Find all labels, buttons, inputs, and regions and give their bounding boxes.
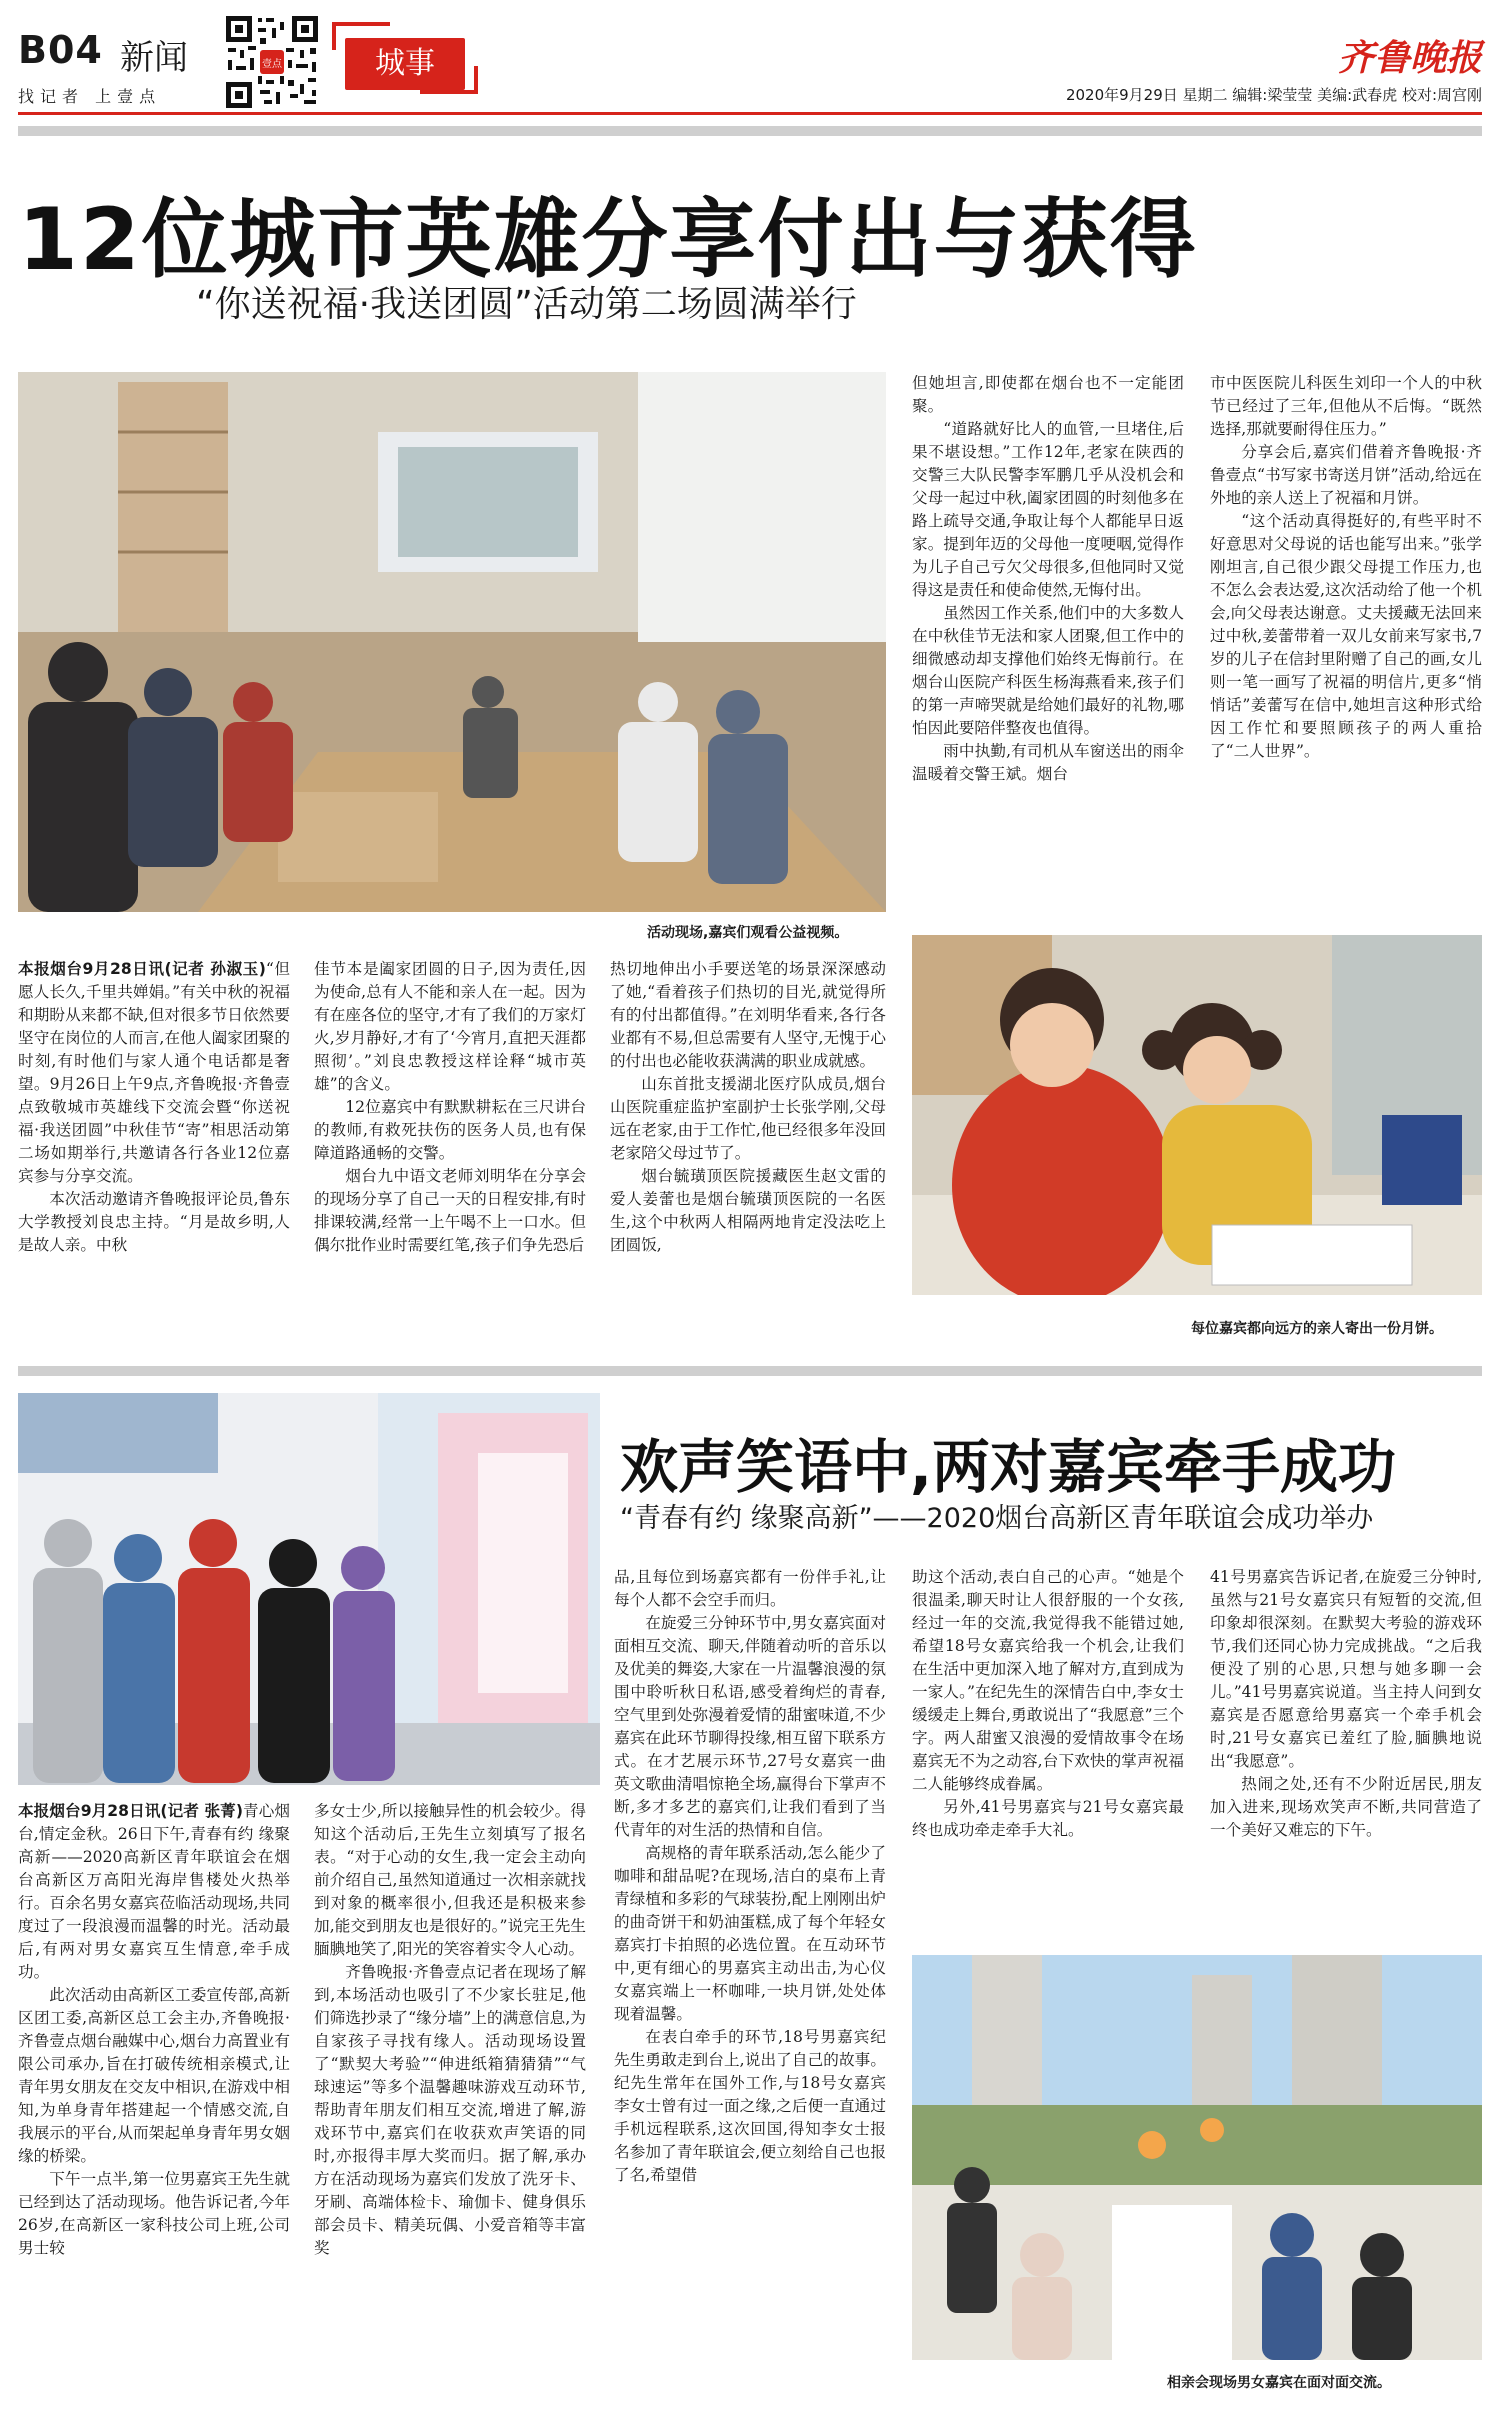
story1-paragraph: 12位嘉宾中有默默耕耘在三尺讲台的教师,有救死扶伤的医务人员,也有保障道路通畅的交警。 — [314, 1098, 586, 1162]
qr-logo-label: 壹点 — [262, 59, 282, 70]
story1-photo2-caption: 每位嘉宾都向远方的亲人寄出一份月饼。 — [1191, 1321, 1443, 1337]
column-label: 城事 — [345, 38, 465, 90]
story2-photo-outdoor — [912, 1955, 1482, 2360]
story2-photo-caption: 相亲会现场男女嘉宾在面对面交流。 — [1167, 2375, 1391, 2391]
newspaper-logo: 齐鲁晚报 — [1337, 37, 1482, 79]
story1-photo-caption: 活动现场,嘉宾们观看公益视频。 — [647, 925, 849, 941]
section-name: 新闻 — [120, 38, 188, 78]
story2-subheadline: “青春有约 缘聚高新”——2020烟台高新区青年联谊会成功举办 — [620, 1503, 1374, 1534]
story2-paragraph: 品,且每位到场嘉宾都有一份伴手礼,让每个人都不会空手而归。 — [614, 1568, 886, 1609]
story1-paragraph: 烟台毓璜顶医院援藏医生赵文雷的爱人姜蕾也是烟台毓璜顶医院的一名医生,这个中秋两人相隔两地肯定没法吃上团圆饭, — [610, 1167, 886, 1254]
story1-column-3 — [610, 958, 886, 1358]
story1-column-1 — [18, 958, 290, 1358]
story2-column-1 — [18, 1800, 290, 2400]
story1-column-5 — [1210, 372, 1482, 922]
story2-headline: 欢声笑语中,两对嘉宾牵手成功 — [620, 1433, 1397, 1501]
story2-paragraph: 41号男嘉宾告诉记者,在旋爱三分钟时,虽然与21号女嘉宾只有短暂的交流,但印象却很深刻。在默契大考验的游戏环节,我们还同心协力完成挑战。“之后我便没了别的心思,只想与她多聊一会儿。”41号男嘉宾说道。当主持人问到女嘉宾是否愿意给男嘉宾一个牵手机会时,21号女嘉宾已羞红了脸,腼腆地说出“我愿意”。 — [1210, 1568, 1482, 1770]
story2-paragraph: 高规格的青年联系活动,怎么能少了咖啡和甜品呢?在现场,洁白的桌布上青青绿植和多彩的气球装扮,配上刚刚出炉的曲奇饼干和奶油蛋糕,成了每个年轻女嘉宾打卡拍照的必选位置。在互动环节中,更有细心的男嘉宾主动出击,为心仪女嘉宾端上一杯咖啡,一块月饼,处处体现着温馨。 — [614, 1844, 886, 2023]
story2-paragraph: 多女士少,所以接触异性的机会较少。得知这个活动后,王先生立刻填写了报名表。“对于心动的女生,我一定会主动向前介绍自己,虽然知道通过一次相亲就找到对象的概率很小,但我还是积极来参加,能交到朋友也是很好的。”说完王先生腼腆地笑了,阳光的笑容着实令人心动。 — [314, 1802, 586, 1958]
story2-column-2 — [314, 1800, 586, 2400]
story1-paragraph: 雨中执勤,有司机从车窗送出的雨伞温暖着交警王斌。烟台 — [912, 742, 1184, 783]
story2-paragraph: 此次活动由高新区工委宣传部,高新区团工委,高新区总工会主办,齐鲁晚报·齐鲁壹点烟台融媒中心,烟台力高置业有限公司承办,旨在打破传统相亲模式,让青年男女朋友在交友中相识,在游戏中相知,为单身青年搭建起一个情感交流,自我展示的平台,从而架起单身青年男女姻缘的桥梁。 — [18, 1986, 290, 2165]
story2-lead-text: 青心烟台,情定金秋。26日下午,青春有约 缘聚高新——2020高新区青年联谊会在烟台高新区万高阳光海岸售楼处火热举行。百余名男女嘉宾莅临活动现场,共同度过了一段浪漫而温馨的时光。活动最后,有两对男女嘉宾互生情意,牵手成功。 — [18, 1802, 290, 1981]
dateline: 2020年9月29日 星期二 编辑:梁莹莹 美编:武春虎 校对:周宫刚 — [1065, 86, 1482, 104]
story1-paragraph: 烟台九中语文老师刘明华在分享会的现场分享了自己一天的日程安排,有时排课较满,经常一上午喝不上一口水。但偶尔批作业时需要红笔,孩子们争先恐后 — [314, 1167, 586, 1254]
qr-code-icon[interactable] — [224, 14, 320, 110]
story2-paragraph: 另外,41号男嘉宾与21号女嘉宾最终也成功牵走牵手大礼。 — [912, 1798, 1184, 1839]
story1-paragraph: 佳节本是阖家团圆的日子,因为责任,因为使命,总有人不能和亲人在一起。因为有在座各位的坚守,才有了我们的万家灯火,岁月静好,才有了‘今宵月,直把天涯都照彻’。”刘良忠教授这样诠释“城市英雄”的含义。 — [314, 960, 586, 1093]
header-band — [18, 126, 1482, 136]
story1-paragraph: 分享会后,嘉宾们借着齐鲁晚报·齐鲁壹点“书写家书寄送月饼”活动,给远在外地的亲人送上了祝福和月饼。 — [1210, 443, 1482, 507]
story2-paragraph: 助这个活动,表白自己的心声。“她是个很温柔,聊天时让人很舒服的一个女孩,经过一年的交流,我觉得我不能错过她,希望18号女嘉宾给我一个机会,让我们在生活中更加深入地了解对方,直到成为一家人。”在纪先生的深情告白中,李女士缓缓走上舞台,勇敢说出了“我愿意”三个字。两人甜蜜又浪漫的爱情故事令在场嘉宾无不为之动容,台下欢快的掌声祝福二人能够终成眷属。 — [912, 1568, 1184, 1793]
section-divider — [18, 1366, 1482, 1376]
story2-paragraph: 热闹之处,还有不少附近居民,朋友加入进来,现场欢笑声不断,共同营造了一个美好又难忘的下午。 — [1210, 1775, 1482, 1839]
header-tagline: 找记者 上壹点 — [18, 87, 162, 106]
header-rule — [18, 112, 1482, 115]
story1-column-2 — [314, 958, 586, 1358]
story1-paragraph — [18, 958, 290, 1188]
story1-column-4 — [912, 372, 1184, 922]
story2-paragraph: 齐鲁晚报·齐鲁壹点记者在现场了解到,本场活动也吸引了不少家长驻足,他们筛选抄录了“缘分墙”上的满意信息,为自家孩子寻找有缘人。活动现场设置了“默契大考验”“伸进纸箱猜猜猜”“气球速运”等多个温馨趣味游戏互动环节,帮助青年朋友们相互交流,增进了解,游戏环节中,嘉宾们在收获欢声笑语的同时,亦报得丰厚大奖而归。据了解,承办方在活动现场为嘉宾们发放了洗牙卡、牙刷、高端体检卡、瑜伽卡、健身俱乐部会员卡、精美玩偶、小爱音箱等丰富奖 — [314, 1963, 586, 2257]
story2-byline: 本报烟台9月28日讯(记者 张菁) — [18, 1802, 243, 1820]
story1-paragraph: 山东首批支援湖北医疗队成员,烟台山医院重症监护室副护士长张学刚,父母远在老家,由于工作忙,他已经很多年没回老家陪父母过节了。 — [610, 1075, 886, 1162]
story2-paragraph — [18, 1800, 290, 1984]
story2-photo-wall — [18, 1393, 600, 1785]
story2-paragraph: 在表白牵手的环节,18号男嘉宾纪先生勇敢走到台上,说出了自己的故事。纪先生常年在国外工作,与18号女嘉宾李女士曾有过一面之缘,之后便一直通过手机远程联系,这次回国,得知李女士报名参加了青年联谊会,便立刻给自己也报了名,希望借 — [614, 2028, 886, 2184]
story1-paragraph: 本次活动邀请齐鲁晚报评论员,鲁东大学教授刘良忠主持。“月是故乡明,人是故人亲。中秋 — [18, 1190, 290, 1254]
story2-column-4 — [912, 1566, 1184, 1946]
story1-headline: 12位城市英雄分享付出与获得 — [18, 190, 1198, 290]
story2-paragraph: 下午一点半,第一位男嘉宾王先生就已经到达了活动现场。他告诉记者,今年26岁,在高新区一家科技公司上班,公司男士较 — [18, 2170, 290, 2257]
page-number: B04 — [18, 28, 103, 72]
story1-byline: 本报烟台9月28日讯(记者 孙淑玉) — [18, 960, 266, 978]
story2-column-3 — [614, 1566, 886, 2400]
story1-photo-writing — [912, 935, 1482, 1295]
story1-lead-text: “但愿人长久,千里共婵娟。”有关中秋的祝福和期盼从来都不缺,但对很多节日依然要坚守在岗位的人而言,在他人阖家团聚的时刻,有时他们与家人通个电话都是奢望。9月26日上午9点,齐鲁晚报·齐鲁壹点致敬城市英雄线下交流会暨“你送祝福·我送团圆”中秋佳节“寄”相思活动第二场如期举行,共邀请各行各业12位嘉宾参与分享交流。 — [18, 960, 290, 1185]
story1-paragraph: 虽然因工作关系,他们中的大多数人在中秋佳节无法和家人团聚,但工作中的细微感动却支撑他们始终无悔前行。在烟台山医院产科医生杨海燕看来,孩子们的第一声啼哭就是给她们最好的礼物,哪怕因此要陪伴整夜也值得。 — [912, 604, 1184, 737]
story1-photo-meeting — [18, 372, 886, 912]
story1-paragraph: “这个活动真得挺好的,有些平时不好意思对父母说的话也能写出来。”张学刚坦言,自己很少跟父母提工作压力,也不怎么会表达爱,这次活动给了他一个机会,向父母表达谢意。丈夫援藏无法回来过中秋,姜蕾带着一双儿女前来写家书,7岁的儿子在信封里附赠了自己的画,女儿则一笔一画写了祝福的明信片,更多“悄悄话”姜蕾写在信中,她坦言这种形式给因工作忙和要照顾孩子的两人重拾了“二人世界”。 — [1210, 512, 1482, 760]
story1-paragraph: “道路就好比人的血管,一旦堵住,后果不堪设想。”工作12年,老家在陕西的交警三大队民警李军鹏几乎从没机会和父母一起过中秋,阖家团圆的时刻他多在路上疏导交通,争取让每个人都能早日返家。提到年迈的父母他一度哽咽,觉得作为儿子自己亏欠父母很多,但他同时又觉得这是责任和使命使然,无悔付出。 — [912, 420, 1184, 599]
story1-subheadline: “你送祝福·我送团圆”活动第二场圆满举行 — [196, 284, 857, 325]
story2-column-5 — [1210, 1566, 1482, 1946]
story1-paragraph: 市中医医院儿科医生刘印一个人的中秋节已经过了三年,但他从不后悔。“既然选择,那就要耐得住压力。” — [1210, 374, 1482, 438]
story2-paragraph: 在旋爱三分钟环节中,男女嘉宾面对面相互交流、聊天,伴随着动听的音乐以及优美的舞姿,大家在一片温馨浪漫的氛围中聆听秋日私语,感受着绚烂的青春,空气里到处弥漫着爱情的甜蜜味道,不少嘉宾在此环节聊得投缘,相互留下联系方式。在才艺展示环节,27号女嘉宾一曲英文歌曲清唱惊艳全场,赢得台下掌声不断,多才多艺的嘉宾们,让我们看到了当代青年的对生活的热情和自信。 — [614, 1614, 886, 1839]
story1-paragraph: 热切地伸出小手要送笔的场景深深感动了她,“看着孩子们热切的目光,就觉得所有的付出都值得。”在刘明华看来,各行各业都有不易,但总需要有人坚守,无愧于心的付出也必能收获满满的职业成就感。 — [610, 960, 886, 1070]
story1-paragraph: 但她坦言,即使都在烟台也不一定能团聚。 — [912, 374, 1184, 415]
